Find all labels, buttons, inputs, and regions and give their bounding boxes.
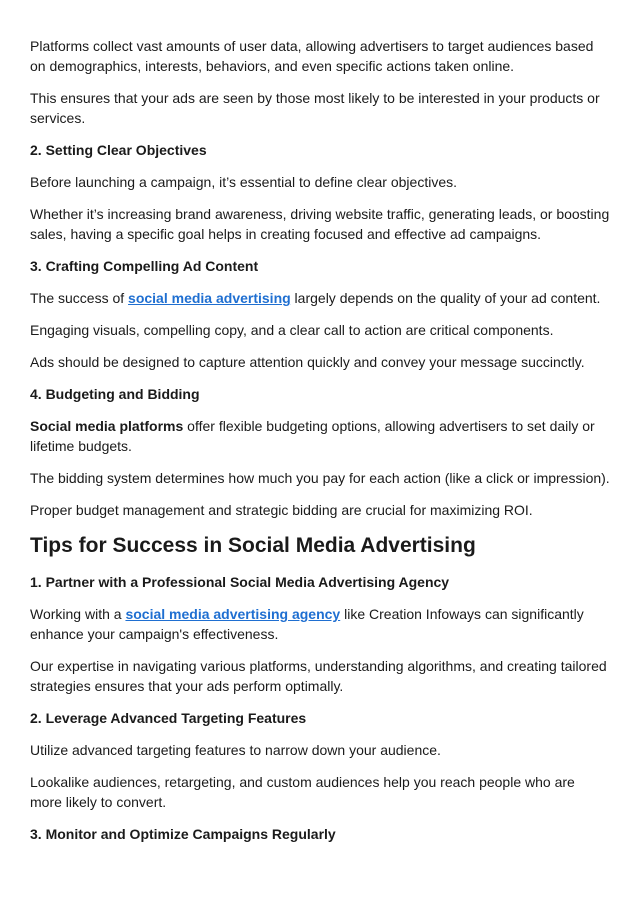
heading-budgeting: 4. Budgeting and Bidding (30, 386, 200, 402)
paragraph-budget-management: Proper budget management and strategic bidding are crucial for maximizing ROI. (30, 502, 533, 518)
paragraph-narrow-audience: Utilize advanced targeting features to narrow down your audience. (30, 742, 441, 758)
paragraph-data-targeting: Platforms collect vast amounts of user data, allowing advertisers to target audiences based on demographics, interests, behaviors, and even specific actions taken online. (30, 38, 594, 74)
heading-advanced-targeting: 2. Leverage Advanced Targeting Features (30, 710, 307, 726)
heading-monitor-optimize: 3. Monitor and Optimize Campaigns Regularly (30, 826, 336, 842)
heading-partner-agency: 1. Partner with a Professional Social Media Advertising Agency (30, 574, 450, 590)
paragraph-success-of-ads (30, 288, 610, 308)
heading-ad-content: 3. Crafting Compelling Ad Content (30, 258, 259, 274)
link-social-media-advertising[interactable]: social media advertising (128, 290, 291, 306)
heading-setting-objectives: 2. Setting Clear Objectives (30, 142, 207, 158)
paragraph-engaging-visuals: Engaging visuals, compelling copy, and a clear call to action are critical components. (30, 322, 554, 338)
paragraph-budget-options (30, 416, 610, 456)
paragraph-ads-seen: This ensures that your ads are seen by those most likely to be interested in your products or services. (30, 90, 600, 126)
paragraph-working-with-agency (30, 604, 610, 644)
text-after-agency-link: like Creation Infoways can significantly enhance your campaign's effectiveness. (30, 606, 584, 642)
text-before-link: The success of (30, 290, 129, 306)
text-budget-rest: offer flexible budgeting options, allowing advertisers to set daily or lifetime budgets. (30, 418, 595, 454)
paragraph-define-objectives: Before launching a campaign, it’s essential to define clear objectives. (30, 174, 457, 190)
paragraph-specific-goal: Whether it’s increasing brand awareness, driving website traffic, generating leads, or boosting sales, having a specific goal helps in creating focused and effective ad campaigns. (30, 206, 610, 242)
link-social-media-advertising-agency[interactable]: social media advertising agency (125, 606, 341, 622)
paragraph-our-expertise: Our expertise in navigating various platforms, understanding algorithms, and creating tailored strategies ensures that your ads perform optimally. (30, 658, 607, 694)
paragraph-capture-attention: Ads should be designed to capture attention quickly and convey your message succinctly. (30, 354, 585, 370)
text-after-link: largely depends on the quality of your ad content. (290, 290, 601, 306)
paragraph-lookalike-audiences: Lookalike audiences, retargeting, and custom audiences help you reach people who are more likely to convert. (30, 774, 575, 810)
paragraph-bidding-system: The bidding system determines how much you pay for each action (like a click or impression). (30, 470, 610, 486)
bold-social-media-platforms: Social media platforms (30, 418, 184, 434)
section-title-tips: Tips for Success in Social Media Advertising (30, 534, 476, 557)
text-before-agency-link: Working with a (30, 606, 126, 622)
